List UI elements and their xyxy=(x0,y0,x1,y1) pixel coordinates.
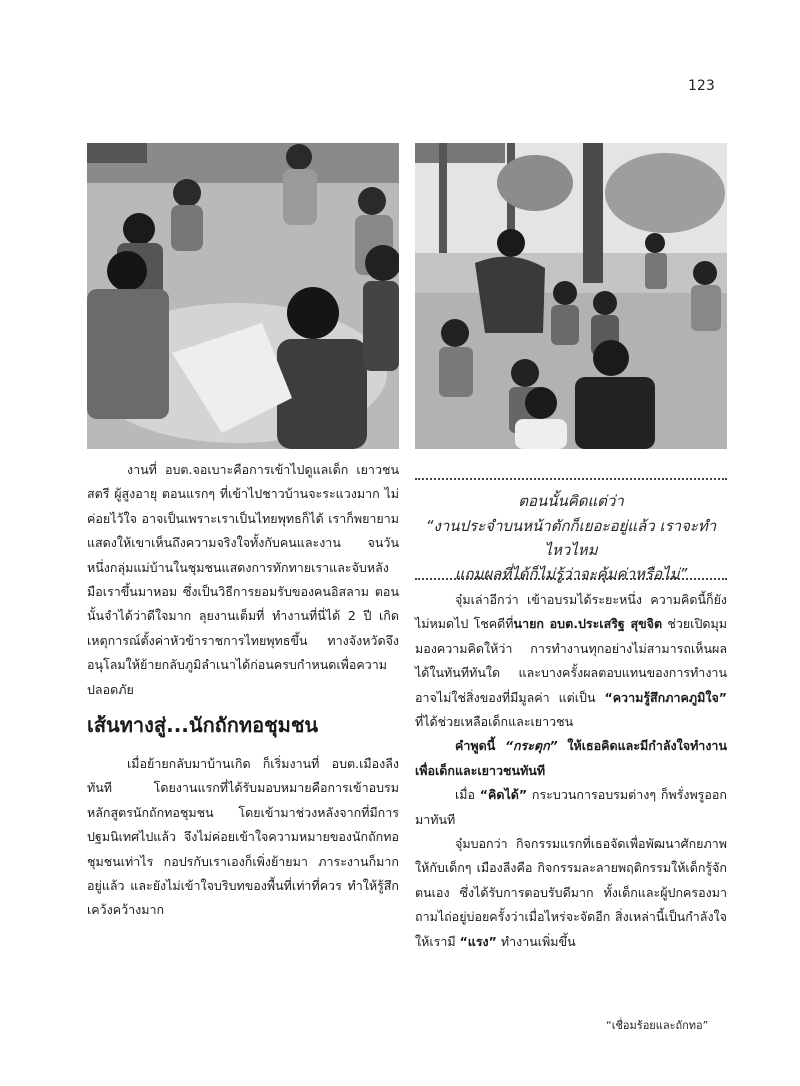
bold-phrase: ให้เธอคิดและมีกำลังใจทำงานเพื่อเด็กและเยาวชนทันที xyxy=(415,738,727,778)
bold-phrase: “แรง” xyxy=(459,933,497,949)
bold-phrase: คำพูดนี้ xyxy=(455,738,505,754)
bold-phrase: “ความรู้สึกภาคภูมิใจ” xyxy=(604,689,727,705)
body-paragraph xyxy=(415,734,727,783)
text-run: จุ๋มบอกว่า กิจกรรมแรกที่เธอจัดเพื่อพัฒนาศักยภาพให้กับเด็กๆ เมืองลีงคือ กิจกรรมละลายพฤติกรรมให้เด็กรู้จักตนเอง ซึ่งได้รับการตอบรับดีมาก ทั้งเด็กและผู้ปกครองมาถามไถ่อยู่บ่อยครั้งว่าเมื่อไหร่จะจัดอีก สิ่งเหล่านี้เป็นกำลังใจให้เรามี xyxy=(415,836,727,949)
body-paragraph xyxy=(415,832,727,954)
text-run: ช่วยเปิดมุมมองความคิดให้ว่า การทำงานทุกอย่างไม่สามารถเห็นผลได้ในทันทีทันใด และบางครั้งผลตอบแทนของการทำงานอาจไม่ใช่สิ่งของที่มีมูลค่า แต่เป็น xyxy=(415,616,727,705)
left-column xyxy=(87,458,399,702)
body-paragraph: งานที่ อบต.จอเบาะคือการเข้าไปดูแลเด็ก เยาวชน สตรี ผู้สูงอายุ ตอนแรกๆ ที่เข้าไปชาวบ้านจะระแวงมาก ไม่ค่อยไว้ใจ อาจเป็นเพราะเราเป็นไทยพุทธก็ได้ เราก็พยายามแสดงให้เขาเห็นถึงความจริงใจทั้งกับคนและงาน จนวันหนึ่งกลุ่มแม่บ้านในชุมชนแสดงการทักทายเราและจับหลังมือเราขึ้นมาหอม ซึ่งเป็นวิธีการยอมรับของคนอิสลาม ตอนนั้นจำได้ว่าดีใจมาก ลุยงานเต็มที่ ทำงานที่นี่ได้ 2 ปี เกิดเหตุการณ์ตั้งค่าหัวข้าราชการไทยพุทธขึ้น ทางจังหวัดจึงอนุโลมให้ย้ายกลับภูมิลำเนาได้ก่อนครบกำหนดเพื่อความปลอดภัย xyxy=(87,462,399,697)
body-paragraph: เมื่อย้ายกลับมาบ้านเกิด ก็เริ่มงานที่ อบต.เมืองลีงทันที โดยงานแรกที่ได้รับมอบหมายคือการเข้าอบรมหลักสูตรนักถักทอชุมชน โดยเข้ามาช่วงหลังจากที่มีการปฐมนิเทศไปแล้ว จึงไม่ค่อยเข้าใจความหมายของนักถักทอชุมชนเท่าไร กอปรกับเราเองก็เพิ่งย้ายมา ภาระงานก็มากอยู่แล้ว และยังไม่เข้าใจบริบทของพื้นที่เท่าที่ควร ทำให้รู้สึกเคว้งคว้างมาก xyxy=(87,756,399,918)
body-paragraph xyxy=(415,783,727,832)
body-paragraph xyxy=(415,588,727,734)
bold-phrase: “คิดได้” xyxy=(479,787,528,803)
text-run: กระบวนการอบรมต่างๆ ก็พรั่งพรูออกมาทันที xyxy=(415,787,727,827)
section-title: เส้นทางสู่...นักถักทอชุมชน xyxy=(87,713,319,737)
quote-line: “งานประจำบนหน้าตักก็เยอะอยู่แล้ว เราจะทำไหวไหม xyxy=(425,517,717,559)
pull-quote xyxy=(415,478,727,583)
bold-name: นายก อบต.ประเสริฐ สุขจิต xyxy=(513,616,663,632)
left-column-2 xyxy=(87,752,399,923)
text-run: ที่ได้ช่วยเหลือเด็กและเยาวชน xyxy=(415,714,574,730)
quote-line: ตอนนั้นคิดแต่ว่า xyxy=(518,492,624,510)
children-circle-photo xyxy=(87,143,399,449)
text-run: ทำงานเพิ่มขึ้น xyxy=(496,933,576,949)
page-number: 123 xyxy=(688,78,715,94)
right-column xyxy=(415,588,727,954)
text-run: จุ๋มเล่าอีกว่า เข้าอบรมได้ระยะหนึ่ง ความคิดนี้ก็ยังไม่หมดไป โชคดีที่ xyxy=(415,592,727,632)
children-hall-photo xyxy=(415,143,727,449)
quote-line: แถมผลที่ได้ก็ไม่รู้ว่าจะคุ้มค่าหรือไม่” xyxy=(454,565,688,583)
italic-phrase: “กระตุก” xyxy=(504,738,558,754)
page-footer: “เชื่อมร้อยและถักทอ” xyxy=(606,1019,709,1032)
text-run: เมื่อ xyxy=(455,787,480,803)
